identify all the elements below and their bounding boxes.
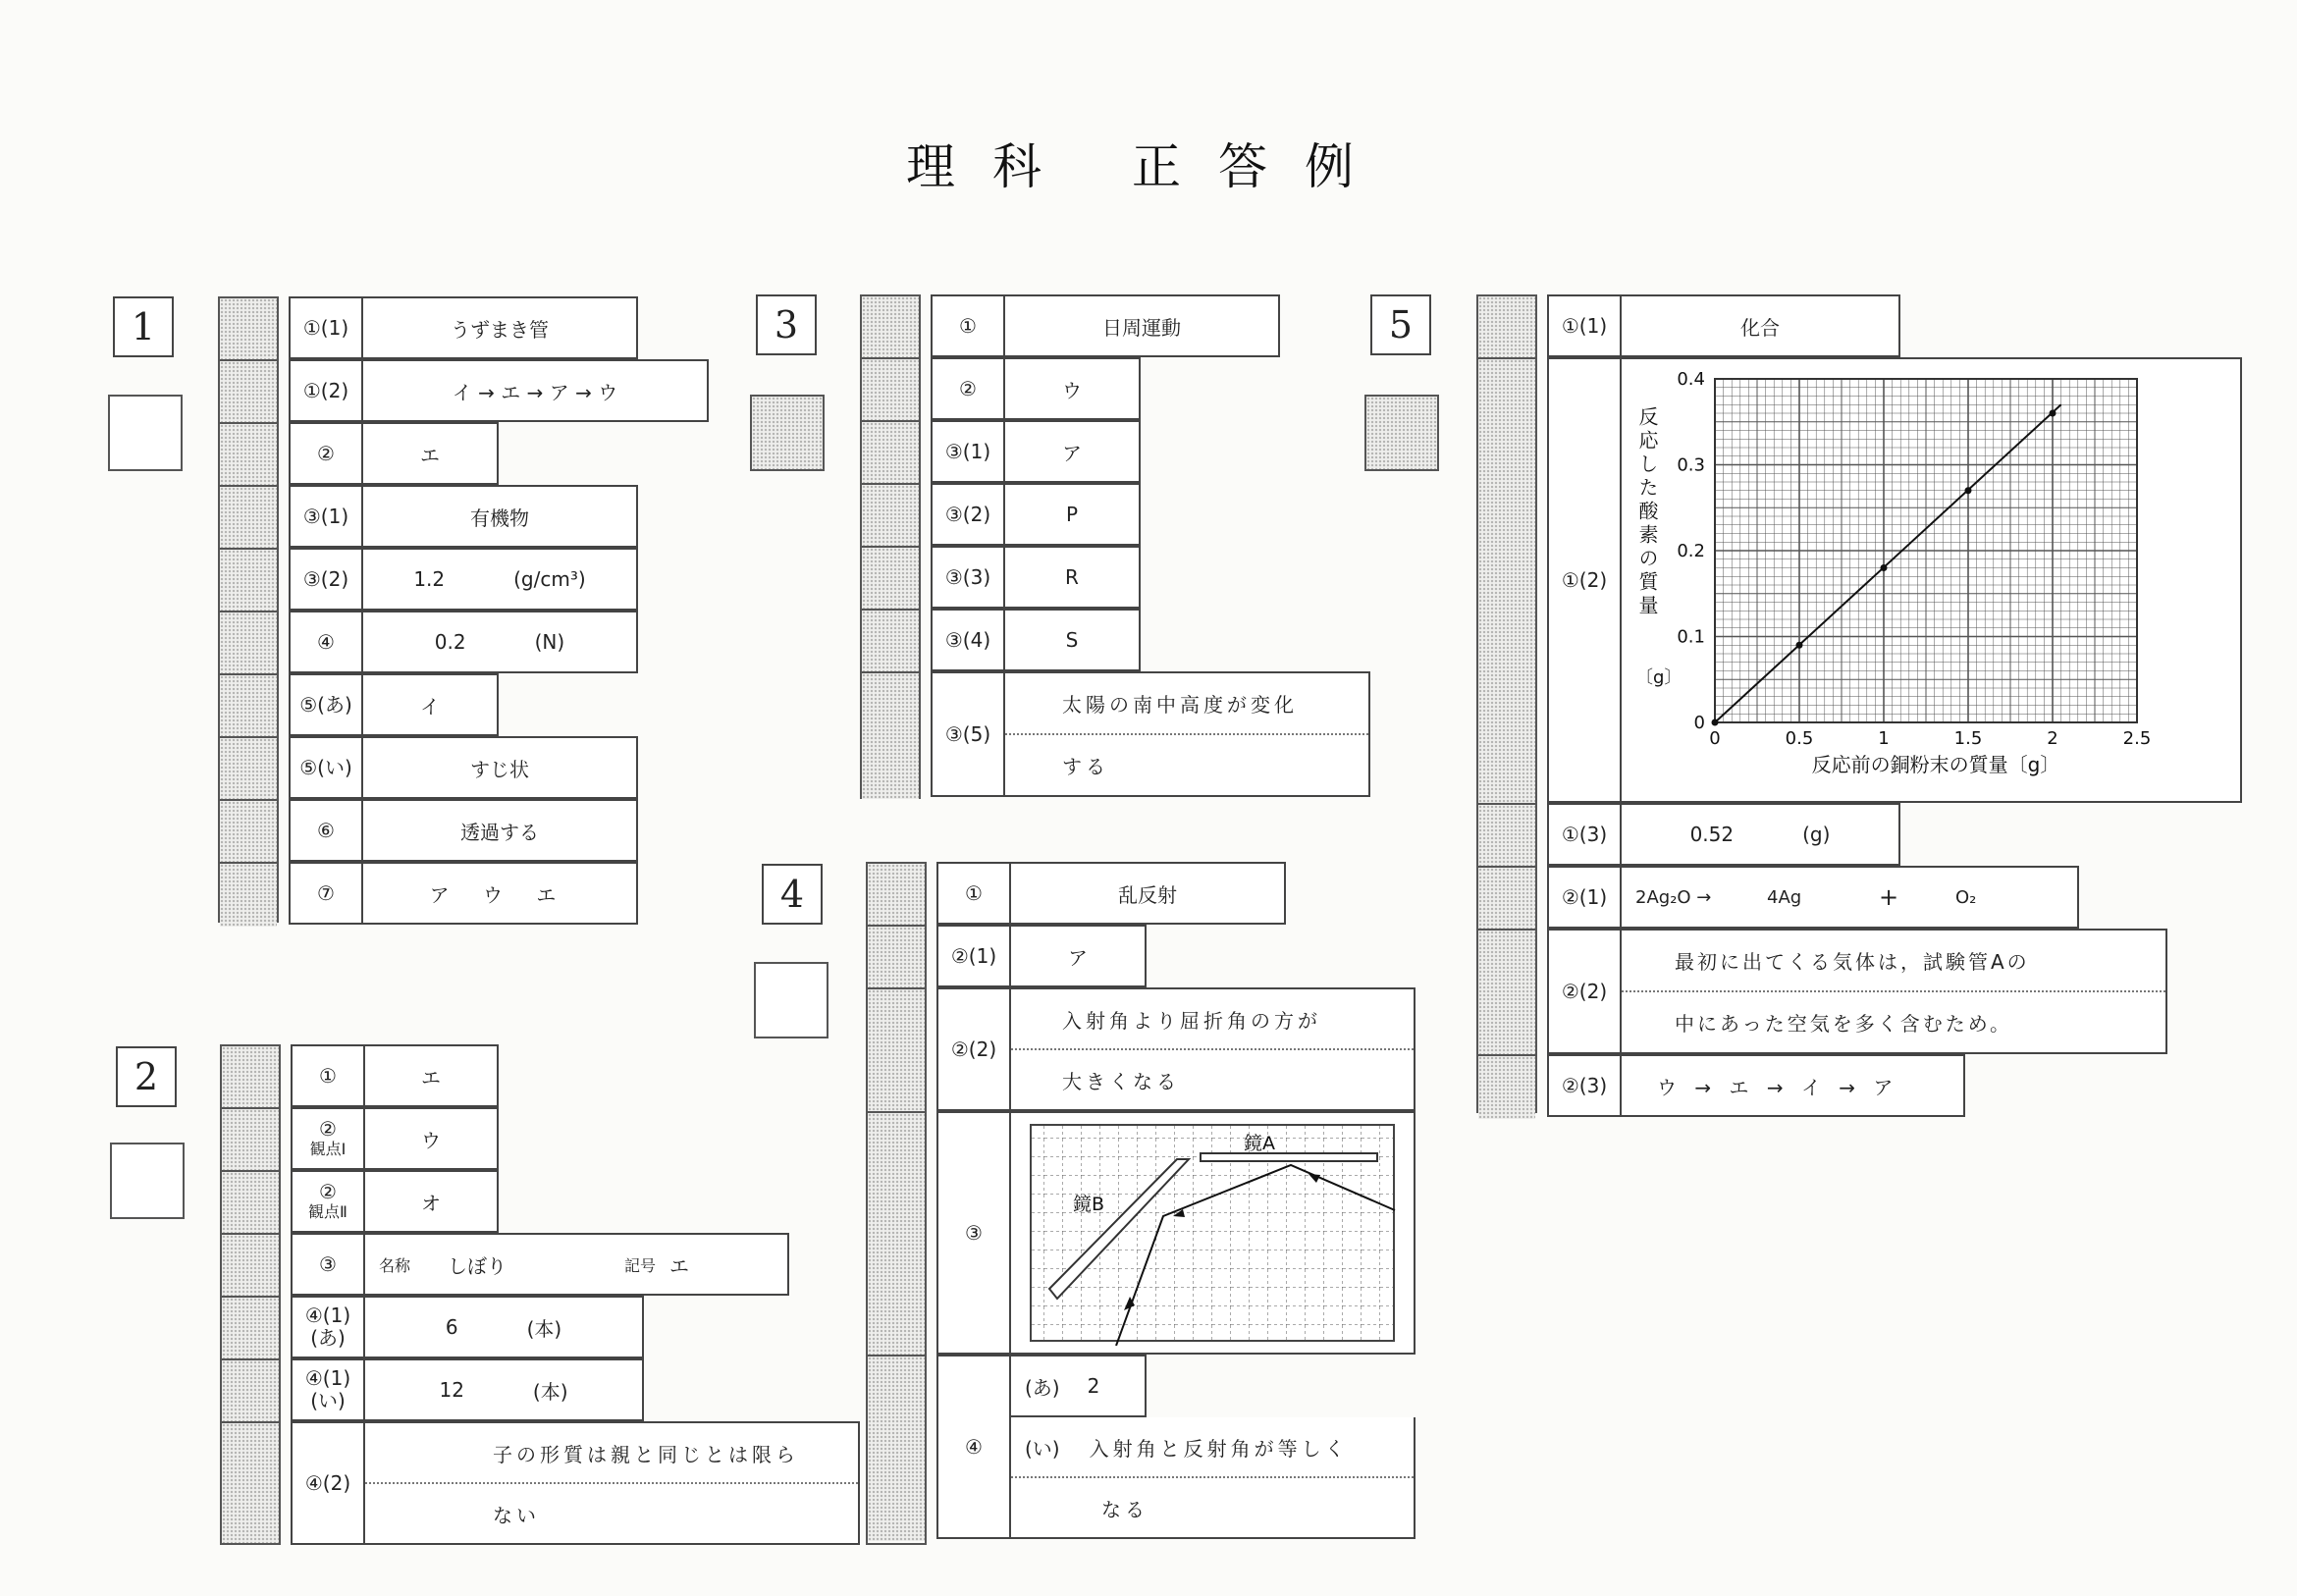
reactant: 2Ag₂O → — [1635, 886, 1712, 908]
q3-row-label: ③(4) — [931, 609, 1005, 671]
data-point — [1796, 642, 1803, 649]
q4-row-4 — [936, 1355, 1416, 1539]
y-tick-label: 0.4 — [1677, 369, 1705, 390]
answer-unit: (本) — [526, 1316, 562, 1341]
answer-line-1 — [1011, 1417, 1414, 1478]
q1-row-label: ⑥ — [289, 799, 363, 862]
q2-row-label — [291, 1296, 365, 1358]
q5-answer: 化合 — [1622, 294, 1900, 357]
q4-answer-a — [1011, 1355, 1147, 1417]
q3-row-label: ③(5) — [931, 671, 1005, 797]
label-main: ② — [319, 1180, 337, 1204]
q3-answer: ウ — [1005, 357, 1141, 420]
q4-row-label: ②(2) — [936, 987, 1011, 1111]
q3-answer: P — [1005, 483, 1141, 546]
q4-row-label: ②(1) — [936, 925, 1011, 987]
q5-row-1-1 — [1547, 294, 2242, 357]
x-tick-label: 1 — [1878, 728, 1890, 749]
label-main: ② — [319, 1117, 337, 1142]
question-number-4: 4 — [762, 864, 823, 925]
oxygen-mass-chart — [1622, 359, 2238, 799]
q3-row-1 — [931, 294, 1370, 357]
name-label: 名称 — [379, 1255, 411, 1275]
q1-row-label: ⑤(あ) — [289, 673, 363, 736]
data-point — [1712, 719, 1719, 726]
grading-strip-5 — [1476, 294, 1537, 1113]
q4-answer: 乱反射 — [1011, 862, 1286, 925]
q2-row-3 — [291, 1233, 860, 1296]
y-axis-unit: 〔g〕 — [1635, 667, 1683, 688]
q5-row-2-1 — [1547, 866, 2242, 929]
q2-row-label — [291, 1107, 365, 1170]
answer-unit: (g/cm³) — [513, 567, 586, 591]
q3-row-label: ③(2) — [931, 483, 1005, 546]
q4-row-label: ① — [936, 862, 1011, 925]
label-sub: 観点Ⅱ — [308, 1202, 347, 1222]
q1-row-6 — [289, 799, 709, 862]
answer-line-1: 子の形質は親と同じとは限ら — [365, 1423, 858, 1484]
answer-unit: (N) — [534, 630, 565, 654]
q4-answer-table — [936, 862, 1416, 1539]
answer-line-1: 入射角より屈折角の方が — [1011, 989, 1414, 1050]
answer-value: 12 — [439, 1378, 464, 1402]
q2-row-1 — [291, 1044, 860, 1107]
q5-row-label: ①(2) — [1547, 357, 1622, 803]
q1-row-label: ⑦ — [289, 862, 363, 925]
q5-answer — [1622, 803, 1900, 866]
q1-row-7 — [289, 862, 709, 925]
score-box-4[interactable] — [754, 962, 828, 1038]
answer-value: 2 — [1087, 1374, 1100, 1398]
q1-row-1-2 — [289, 359, 709, 422]
q2-answer-table — [291, 1044, 860, 1545]
q3-answer: ア — [1005, 420, 1141, 483]
score-box-3[interactable] — [750, 395, 825, 471]
mirror-diagram — [1026, 1120, 1399, 1346]
q2-row-4-2 — [291, 1421, 860, 1545]
product-1: 4Ag — [1767, 886, 1802, 908]
grading-strip-2 — [220, 1044, 281, 1545]
q1-row-label: ①(2) — [289, 359, 363, 422]
q5-row-1-2 — [1547, 357, 2242, 803]
x-tick-label: 2.5 — [2122, 728, 2152, 749]
answer-value: 0.2 — [434, 630, 466, 654]
q2-row-4-1a — [291, 1296, 860, 1358]
q3-row-3-1 — [931, 420, 1370, 483]
q2-answer: オ — [365, 1170, 499, 1233]
q4-answer — [1011, 1355, 1416, 1539]
q5-answer — [1622, 929, 2167, 1054]
q1-row-3-1 — [289, 485, 709, 548]
q4-answer — [1011, 987, 1416, 1111]
q1-answer: ア ウ エ — [363, 862, 638, 925]
q1-answer: 有機物 — [363, 485, 638, 548]
x-axis-label: 反応前の銅粉末の質量〔g〕 — [1811, 753, 2060, 776]
question-number-2: 2 — [116, 1046, 177, 1107]
answer-line-1: 太陽の南中高度が変化 — [1005, 673, 1368, 735]
q4-row-label: ③ — [936, 1111, 1011, 1355]
answer-unit: (本) — [532, 1379, 568, 1404]
y-tick-label: 0.1 — [1677, 626, 1705, 648]
q1-row-label: ④ — [289, 611, 363, 673]
q2-answer — [365, 1421, 860, 1545]
q5-answer: ウ → エ → イ → ア — [1622, 1054, 1965, 1117]
mirror-a — [1201, 1153, 1377, 1161]
answer-unit: (g) — [1802, 823, 1831, 846]
q2-answer: ウ — [365, 1107, 499, 1170]
q4-row-label: ④ — [936, 1355, 1011, 1539]
q3-answer-table — [931, 294, 1370, 797]
plus-sign: + — [1879, 883, 1899, 911]
q1-answer: すじ状 — [363, 736, 638, 799]
q1-row-4 — [289, 611, 709, 673]
q4-row-1 — [936, 862, 1416, 925]
q1-row-5a — [289, 673, 709, 736]
q5-row-label: ①(1) — [1547, 294, 1622, 357]
data-point — [1965, 487, 1972, 494]
label-sub: (あ) — [310, 1326, 346, 1350]
q3-row-3-5 — [931, 671, 1370, 797]
q1-row-2 — [289, 422, 709, 485]
q1-row-5i — [289, 736, 709, 799]
q2-answer — [365, 1358, 644, 1421]
q2-row-label: ① — [291, 1044, 365, 1107]
q3-row-label: ① — [931, 294, 1005, 357]
data-point — [1881, 564, 1888, 571]
q5-row-label: ①(3) — [1547, 803, 1622, 866]
question-number-5: 5 — [1370, 294, 1431, 355]
label-sub: 観点Ⅰ — [309, 1140, 347, 1159]
q1-row-3-2 — [289, 548, 709, 611]
grading-strip-3 — [860, 294, 921, 799]
answer-line-2: する — [1062, 755, 1109, 778]
q4-answer — [1011, 1111, 1416, 1355]
data-point — [2050, 410, 2057, 417]
q4-row-3 — [936, 1111, 1416, 1355]
score-box-2[interactable] — [110, 1143, 185, 1219]
label-main: ④(1) — [304, 1366, 351, 1390]
answer-line-2: 中にあった空気を多く含むため。 — [1675, 1012, 2012, 1036]
answer-line-1: 最初に出てくる気体は，試験管Aの — [1622, 931, 2165, 992]
answer-value: 6 — [445, 1315, 458, 1339]
data-line — [1715, 404, 2061, 722]
q3-answer: R — [1005, 546, 1141, 609]
question-number-3: 3 — [756, 294, 817, 355]
sub-label-i: (い) — [1025, 1436, 1060, 1461]
answer-text: 入射角と反射角が等しく — [1089, 1436, 1349, 1461]
q1-row-label: ⑤(い) — [289, 736, 363, 799]
q4-row-2-2 — [936, 987, 1416, 1111]
answer-line-2: ない — [493, 1503, 540, 1527]
mirror-b-label: 鏡B — [1073, 1194, 1105, 1215]
question-number-1: 1 — [113, 296, 174, 357]
q5-answer — [1622, 357, 2242, 803]
answer-value: 1.2 — [413, 567, 446, 591]
q2-answer — [365, 1233, 789, 1296]
answer-line-2: なる — [1101, 1497, 1148, 1521]
q5-row-2-3 — [1547, 1054, 2242, 1117]
q5-row-label: ②(2) — [1547, 929, 1622, 1054]
y-tick-label: 0.3 — [1677, 454, 1705, 476]
q3-row-3-3 — [931, 546, 1370, 609]
q1-answer — [363, 611, 638, 673]
q1-answer: 透過する — [363, 799, 638, 862]
score-box-1[interactable] — [108, 395, 183, 471]
symbol-answer: エ — [669, 1253, 689, 1278]
mirror-a-label: 鏡A — [1244, 1133, 1275, 1154]
q1-row-1-1 — [289, 296, 709, 359]
product-2: O₂ — [1955, 886, 1977, 908]
y-tick-label: 0.2 — [1677, 541, 1705, 561]
x-tick-label: 0 — [1709, 728, 1721, 749]
answer-value: 0.52 — [1689, 823, 1735, 846]
q3-row-label: ③(3) — [931, 546, 1005, 609]
q1-answer: エ — [363, 422, 499, 485]
q3-row-3-4 — [931, 609, 1370, 671]
q3-row-3-2 — [931, 483, 1370, 546]
q4-answer-i — [1011, 1417, 1416, 1539]
q2-row-2-1 — [291, 1107, 860, 1170]
q1-answer: イ → エ → ア → ウ — [363, 359, 709, 422]
x-tick-label: 1.5 — [1953, 728, 1983, 749]
answer-line-2: 大きくなる — [1062, 1069, 1180, 1093]
q2-answer: エ — [365, 1044, 499, 1107]
q3-answer: 日周運動 — [1005, 294, 1280, 357]
page-title: 理科 正答例 — [906, 138, 1391, 195]
q2-row-label — [291, 1358, 365, 1421]
score-box-5[interactable] — [1364, 395, 1439, 471]
q3-row-label: ③(1) — [931, 420, 1005, 483]
q2-row-2-2 — [291, 1170, 860, 1233]
q2-answer — [365, 1296, 644, 1358]
q2-row-4-1i — [291, 1358, 860, 1421]
y-axis-label: 反応した酸素の質量 — [1635, 406, 1659, 618]
q5-answer — [1622, 866, 2079, 929]
name-answer: しぼり — [448, 1253, 507, 1278]
q1-row-label: ② — [289, 422, 363, 485]
q5-row-label: ②(3) — [1547, 1054, 1622, 1117]
grading-strip-1 — [218, 296, 279, 923]
q2-row-label — [291, 1170, 365, 1233]
q2-row-label: ④(2) — [291, 1421, 365, 1545]
label-sub: (い) — [310, 1389, 346, 1412]
q3-row-2 — [931, 357, 1370, 420]
q1-row-label: ①(1) — [289, 296, 363, 359]
symbol-label: 記号 — [624, 1255, 657, 1275]
q4-answer: ア — [1011, 925, 1147, 987]
q4-row-2-1 — [936, 925, 1416, 987]
q1-row-label: ③(2) — [289, 548, 363, 611]
sub-label-a: (あ) — [1025, 1375, 1060, 1400]
grading-strip-4 — [866, 862, 927, 1545]
q3-answer: S — [1005, 609, 1141, 671]
q1-answer: イ — [363, 673, 499, 736]
label-main: ④(1) — [304, 1303, 351, 1327]
q5-row-2-2 — [1547, 929, 2242, 1054]
q5-row-1-3 — [1547, 803, 2242, 866]
q5-answer-table — [1547, 294, 2242, 1117]
q3-row-label: ② — [931, 357, 1005, 420]
y-tick-label: 0 — [1693, 713, 1705, 733]
q3-answer — [1005, 671, 1370, 797]
q1-answer-table — [289, 296, 709, 925]
q1-answer: うずまき管 — [363, 296, 638, 359]
q1-answer — [363, 548, 638, 611]
q5-row-label: ②(1) — [1547, 866, 1622, 929]
x-tick-label: 0.5 — [1785, 728, 1814, 749]
x-tick-label: 2 — [2047, 728, 2058, 749]
q2-row-label: ③ — [291, 1233, 365, 1296]
q1-row-label: ③(1) — [289, 485, 363, 548]
